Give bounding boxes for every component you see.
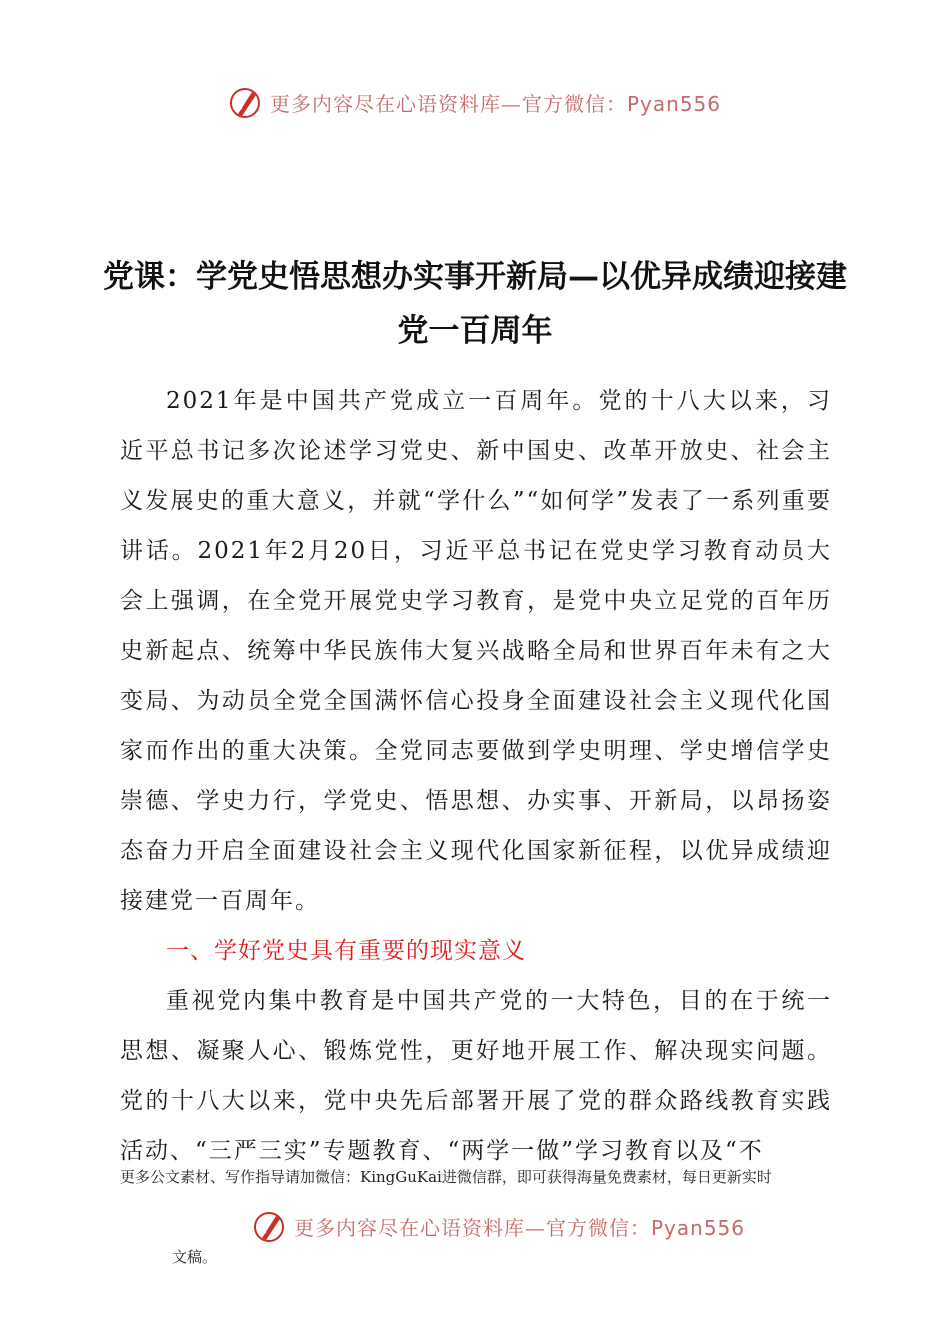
intro-paragraph: 2021年是中国共产党成立一百周年。党的十八大以来，习近平总书记多次论述学习党史、新中国史、改革开放史、社会主义发展史的重大意义，并就“学什么”“如何学”发表了一系列重要讲话。2021年2月20日，习近平总书记在党史学习教育动员大会上强调，在全党开展党史学习教育，是党中央立足党的百年历史新起点、统筹中华民族伟大复兴战略全局和世界百年未有之大变局、为动员全党全国满怀信心投身全面建设社会主义现代化国家而作出的重大决策。全党同志要做到学史明理、学史增信学史崇德、学史力行，学党史、悟思想、办实事、开新局，以昂扬姿态奋力开启全面建设社会主义现代化国家新征程，以优异成绩迎接建党一百周年。 xyxy=(120,388,832,914)
watermark-text: 更多内容尽在心语资料库—官方微信：Pyan556 xyxy=(294,1215,746,1240)
document-body xyxy=(120,376,832,1176)
pen-nib-logo-icon xyxy=(252,1208,288,1244)
footer-note-continuation: 文稿。 xyxy=(172,1248,218,1266)
footer-note: 更多公文素材、写作指导请加微信：KingGuKai进微信群，即可获得海量免费素材，每日更新实时 xyxy=(120,1168,772,1186)
page-title: 党课：学党史悟思想办实事开新局—以优异成绩迎接建党一百周年 xyxy=(103,259,847,349)
watermark-text: 更多内容尽在心语资料库—官方微信：Pyan556 xyxy=(270,91,722,116)
section-paragraph: 重视党内集中教育是中国共产党的一大特色，目的在于统一思想、凝聚人心、锻炼党性，更好地开展工作、解决现实问题。党的十八大以来，党中央先后部署开展了党的群众路线教育实践活动、“三严三实”专题教育、“两学一做”学习教育以及“不 xyxy=(120,988,832,1164)
pen-nib-logo-icon xyxy=(228,84,264,120)
footer-watermark xyxy=(252,1208,745,1244)
section-heading: 一、学好党史具有重要的现实意义 xyxy=(166,938,526,964)
header-watermark xyxy=(228,84,721,120)
